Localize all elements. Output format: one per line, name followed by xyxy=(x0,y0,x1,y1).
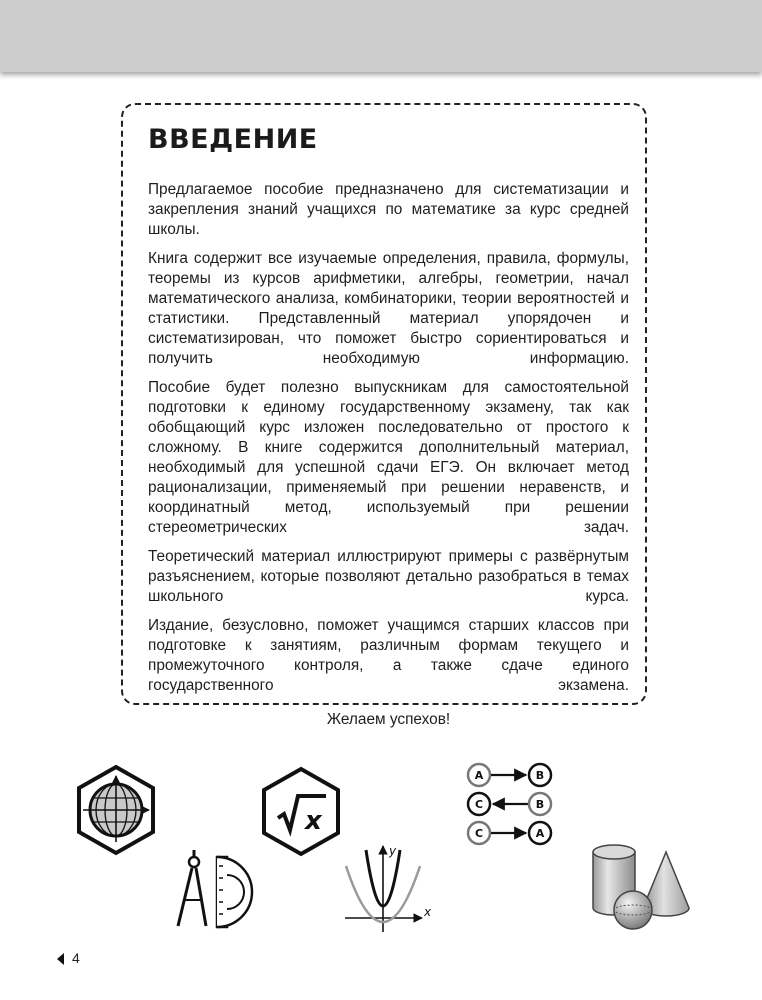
page-header-band xyxy=(0,0,762,72)
paragraph: Теоретический материал иллюстрируют примеры с развёрнутым разъяснением, которые позволяют детально разобраться в темах школьного курса. xyxy=(148,548,629,605)
set-element-label: C xyxy=(474,798,484,811)
parabola-graph-icon xyxy=(345,844,432,932)
square-root-hexagon-icon xyxy=(264,769,338,854)
set-element-label: B xyxy=(535,769,545,782)
page-title: ВВЕДЕНИЕ xyxy=(148,124,318,155)
globe-hexagon-icon xyxy=(79,767,153,853)
paragraph: Предлагаемое пособие предназначено для систематизации и закрепления знаний учащихся по математике за курс средней школы. xyxy=(148,181,629,238)
set-element-label: B xyxy=(535,798,545,811)
paragraph: Издание, безусловно, поможет учащимся старших классов при подготовке к занятиям, различным формам текущего и промежуточного контроля, а также сдаче единого государственного экзамена. xyxy=(148,617,629,694)
closing-line: Желаем успехов! xyxy=(326,711,451,728)
variable-x-label: x xyxy=(305,806,322,836)
page-number: 4 xyxy=(72,950,80,966)
set-element-label: C xyxy=(474,827,484,840)
axis-y-label: y xyxy=(389,844,397,858)
introduction-text xyxy=(148,180,629,739)
paragraph: Пособие будет полезно выпускникам для самостоятельной подготовки к единому государственному экзамену, так как обобщающий курс изложен последовательно от простого к сложному. В книге содержится дополнительный материал, необходимый для успешной сдачи ЕГЭ. Он включает метод рационализации, применяемый при решении неравенств, и координатный метод, используемый при решении стереометрических задач. xyxy=(148,379,629,536)
page-marker-icon xyxy=(57,953,64,965)
paragraph: Книга содержит все изучаемые определения, правила, формулы, теоремы из курсов арифметики, алгебры, геометрии, начал математического анализа, комбинаторики, теории вероятностей и статистики. Представленный материал упорядочен и систематизирован, что поможет быстро сориентироваться и получить необходимую информацию. xyxy=(148,250,629,367)
geometric-solids-icon xyxy=(593,845,689,929)
decorative-icons xyxy=(0,740,762,940)
set-element-label: A xyxy=(535,827,545,840)
compass-protractor-icon xyxy=(178,850,252,927)
set-element-label: A xyxy=(474,769,484,782)
axis-x-label: x xyxy=(424,905,432,919)
set-mapping-icon xyxy=(468,764,551,844)
